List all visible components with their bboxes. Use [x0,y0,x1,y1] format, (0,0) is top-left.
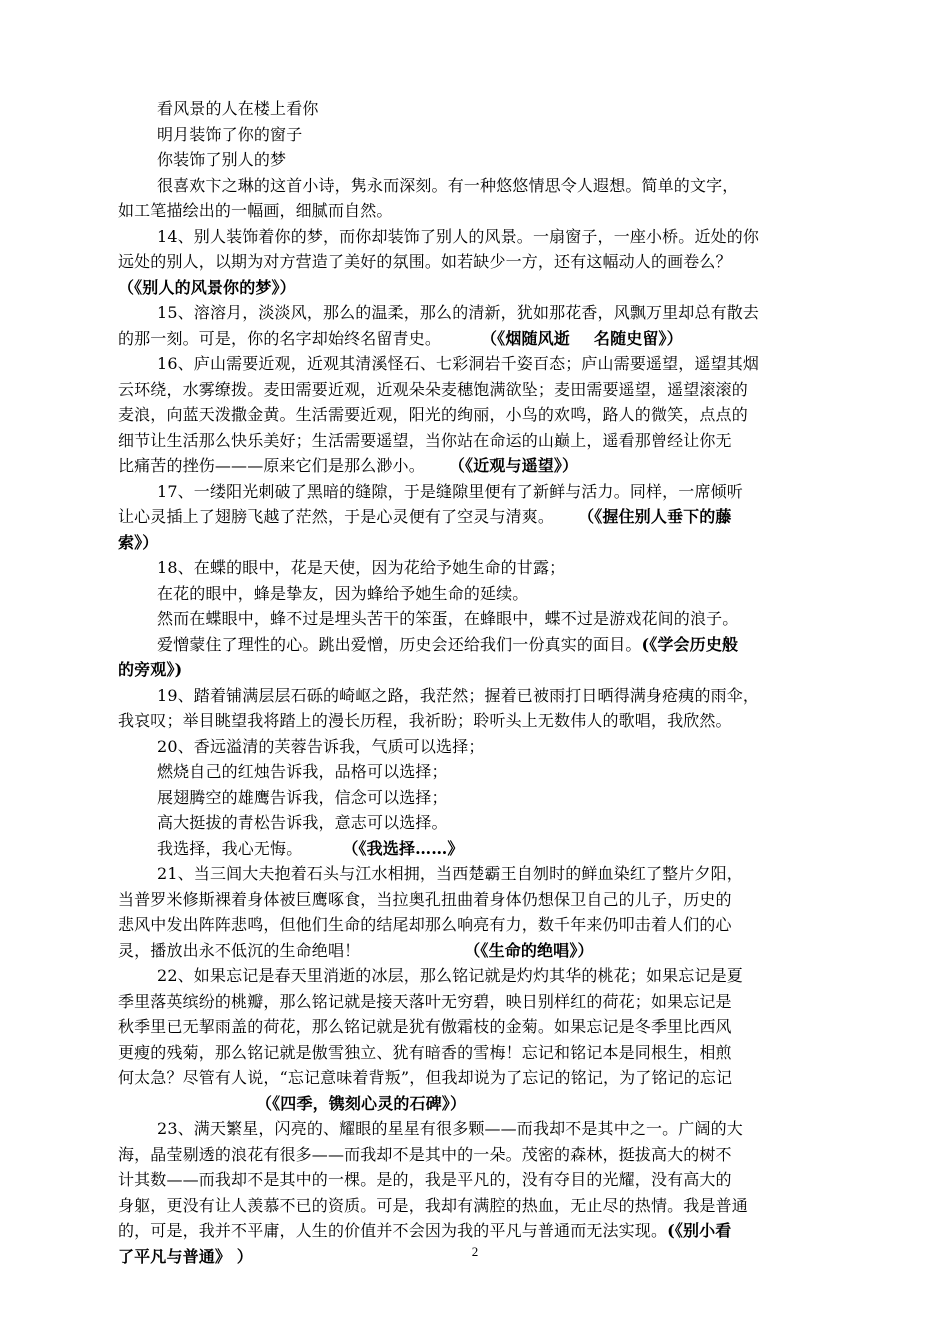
paragraph-line: 我选择，我心无悔。 （《我选择……》 [157,838,464,858]
paragraph-line: 何太急？尽管有人说，“忘记意味着背叛”，但我却说为了忘记的铭记，为了铭记的忘记 [118,1068,733,1087]
poem-line: 看风景的人在楼上看你 [157,99,319,118]
poem-line: 明月装饰了你的窗子 [157,124,303,144]
paragraph-line: 计其数——而我却不是其中的一棵。是的，我是平凡的，没有夺目的光耀，没有高大的 [118,1170,732,1189]
paragraph-line: 展翅腾空的雄鹰告诉我，信念可以选择； [157,787,448,807]
paragraph-line: 高大挺拔的青松告诉我，意志可以选择。 [157,813,448,832]
paragraph-line: 15、溶溶月，淡淡风，那么的温柔，那么的清新，犹如那花香，风飘万里却总有散去 [157,303,760,322]
essay-title: （《别人的风景你的梦》） [118,277,296,297]
paragraph-line: 在花的眼中，蜂是挚友，因为蜂给予她生命的延续。 [157,583,529,603]
paragraph-line: 身躯，更没有让人羡慕不已的资质。可是，我却有满腔的热血，无止尽的热情。我是普通 [118,1195,748,1215]
paragraph-line: 比痛苦的挫伤———原来它们是那么渺小。 （《近观与遥望》） [118,456,579,475]
essay-title: （《近观与遥望》） [448,456,579,475]
paragraph-line: 当普罗米修斯裸着身体被巨鹰啄食，当拉奥孔扭曲着身体仍想保卫自己的儿子，历史的 [118,889,732,909]
paragraph-line: 如工笔描绘出的一幅画，细腻而自然。 [118,201,393,220]
paragraph-line: 23、满天繁星，闪亮的、耀眼的星星有很多颗——而我却不是其中之一。广阔的大 [157,1119,743,1138]
essay-title: 索》） [118,532,159,552]
essay-title: (《学会历史般 [641,634,739,654]
paragraph-line: 远处的别人，以期为对方营造了美好的氛围。如若缺少一方，还有这幅动人的画卷么？ [118,252,732,271]
paragraph-line: 海，晶莹剔透的浪花有很多——而我却不是其中的一朵。茂密的森林，挺拔高大的树不 [118,1144,732,1164]
essay-title: （《生命的绝唱》） [464,940,594,960]
essay-title: （《烟随风逝 [481,328,570,348]
paragraph-line: 然而在蝶眼中，蜂不过是埋头苦干的笨蛋，在蜂眼中，蝶不过是游戏花间的浪子。 [157,609,739,628]
paragraph-line: 16、庐山需要近观，近观其清溪怪石、七彩洞岩千姿百态；庐山需要遥望，遥望其烟 [157,354,760,373]
paragraph-line: 我哀叹；举目眺望我将踏上的漫长历程，我祈盼；聆听头上无数伟人的歌唱，我欣然。 [118,711,732,730]
essay-title: 了平凡与普通》 ） [118,1246,253,1266]
paragraph-line: 让心灵插上了翅膀飞越了茫然，于是心灵便有了空灵与清爽。 （《握住别人垂下的藤 [118,507,732,526]
paragraph-line: 爱憎蒙住了理性的心。跳出爱憎，历史会还给我们一份真实的面目。(《学会历史般 [157,634,739,654]
essay-title: （《握住别人垂下的藤 [578,507,732,526]
poem-line: 你装饰了别人的梦 [157,150,287,169]
paragraph-line: 云环绕，水雾缭拨。麦田需要近观，近观朵朵麦穗饱满欲坠；麦田需要遥望，遥望滚滚的 [118,379,748,399]
paragraph-line: 麦浪，向蓝天泼撒金黄。生活需要近观，阳光的绚丽，小鸟的欢鸣，路人的微笑，点点的 [118,405,748,424]
paragraph-line: 18、在蝶的眼中，花是天使，因为花给予她生命的甘露； [157,558,566,577]
paragraph-line: 21、当三闾大夫抱着石头与江水相拥，当西楚霸王自刎时的鲜血染红了整片夕阳， [157,864,743,883]
paragraph-line: 的那一刻。可是，你的名字却始终名留青史。 （《烟随风逝 名随史留》） [118,328,683,348]
paragraph-line: 17、一缕阳光刺破了黑暗的缝隙，于是缝隙里便有了新鲜与活力。同样，一席倾听 [157,481,743,501]
paragraph-line: 19、踏着铺满层层石砾的崎岖之路，我茫然；握着已被雨打日晒得满身疮痍的雨伞， [157,685,760,705]
essay-title: （《我选择……》 [342,838,464,858]
essay-title: （《四季，镌刻心灵的石碑》） [256,1093,467,1113]
paragraph-line: 季里落英缤纷的桃瓣，那么铭记就是接天落叶无穷碧，映日别样红的荷花；如果忘记是 [118,991,732,1011]
paragraph-line: 更瘦的残菊，那么铭记就是傲雪独立、犹有暗香的雪梅！忘记和铭记本是同根生，相煎 [118,1042,732,1062]
paragraph-line: 的，可是，我并不平庸，人生的价值并不会因为我的平凡与普通而无法实现。(《别小看 [118,1221,732,1240]
paragraph-line: 细节让生活那么快乐美好；生活需要遥望，当你站在命运的山巅上，遥看那曾经让你无 [118,430,732,450]
document-body [118,96,834,1269]
essay-title: 名随史留》） [593,328,683,348]
page-number: 2 [471,1244,479,1259]
essay-title: (《别小看 [667,1221,732,1240]
essay-title: 的旁观》) [118,660,183,679]
paragraph-line: 悲风中发出阵阵悲鸣，但他们生命的结尾却那么响亮有力，数千年来仍叩击着人们的心 [118,915,732,934]
paragraph-line: 14、别人装饰着你的梦，而你却装饰了别人的风景。一扇窗子，一座小桥。近处的你 [157,226,760,246]
paragraph-line: 20、香远溢清的芙蓉告诉我，气质可以选择； [157,736,485,756]
paragraph-line: 秋季里已无挈雨盖的荷花，那么铭记就是犹有傲霜枝的金菊。如果忘记是冬季里比西风 [118,1017,732,1036]
paragraph-line: 22、如果忘记是春天里消逝的冰层，那么铭记就是灼灼其华的桃花；如果忘记是夏 [157,966,743,985]
paragraph-line: 很喜欢卞之琳的这首小诗，隽永而深刻。有一种悠悠情思令人遐想。简单的文字， [157,175,739,195]
paragraph-line: 灵，播放出永不低沉的生命绝唱！ （《生命的绝唱》） [118,940,594,960]
paragraph-line: 燃烧自己的红烛告诉我，品格可以选择； [157,762,448,781]
